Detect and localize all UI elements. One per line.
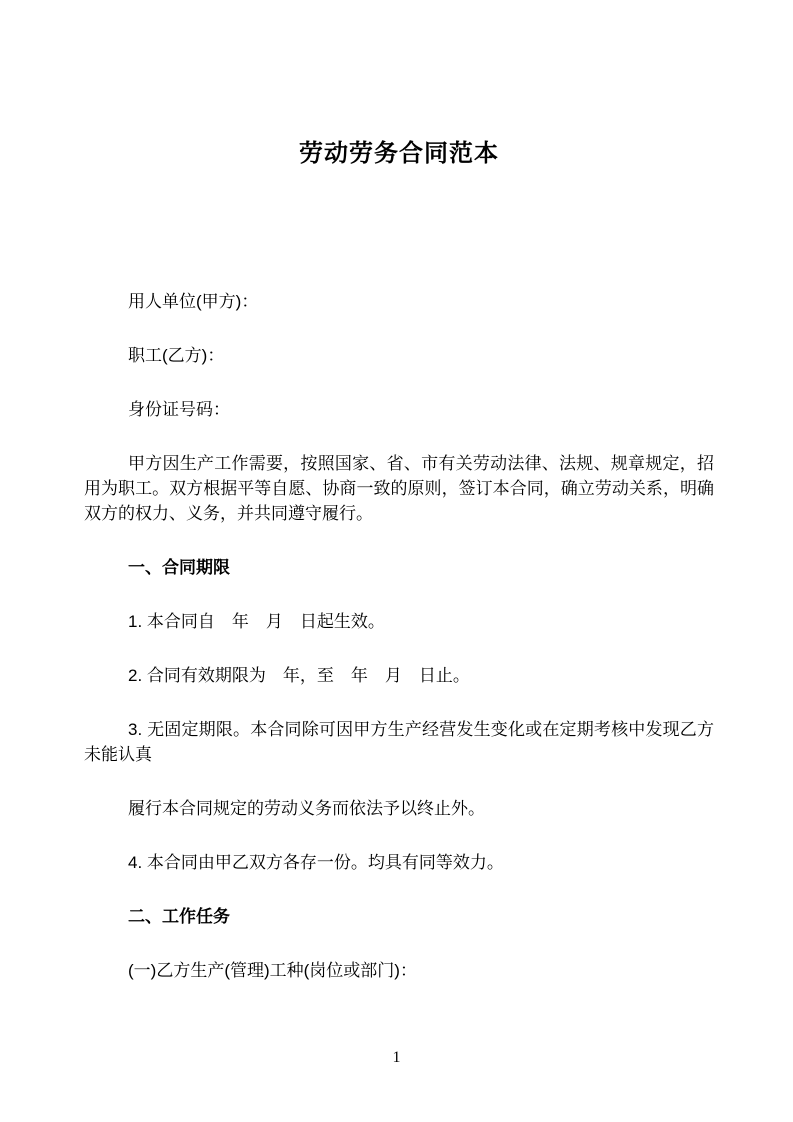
id-number-line: 身份证号码：: [128, 400, 230, 419]
intro-paragraph: 甲方因生产工作需要，按照国家、省、市有关劳动法律、法规、规章规定，招用为职工。双方根据平等自愿、协商一致的原则，签订本合同，确立劳动关系，明确双方的权力、义务，并共同遵守履行。: [84, 454, 714, 523]
section-2-heading: 二、工作任务: [128, 907, 230, 926]
contract-title: 劳动劳务合同范本: [299, 140, 499, 167]
party-a-line: 用人单位(甲方)：: [128, 292, 259, 311]
clause-2: 2. 合同有效期限为 年，至 年 月 日止。: [128, 666, 470, 685]
party-b-line: 职工(乙方)：: [128, 346, 225, 365]
section-1-heading: 一、合同期限: [128, 558, 230, 577]
clause-3: 3. 无固定期限。本合同除可因甲方生产经营发生变化或在定期考核中发现乙方未能认真: [84, 720, 714, 764]
clause-1: 1. 本合同自 年 月 日起生效。: [128, 612, 385, 631]
document-content: [0, 137, 793, 983]
work-type-line: (一)乙方生产(管理)工种(岗位或部门)：: [128, 961, 417, 980]
page-number: 1: [392, 1049, 401, 1066]
clause-3-continuation: 履行本合同规定的劳动义务而依法予以终止外。: [128, 799, 485, 818]
clause-4: 4. 本合同由甲乙双方各存一份。均具有同等效力。: [128, 853, 504, 872]
